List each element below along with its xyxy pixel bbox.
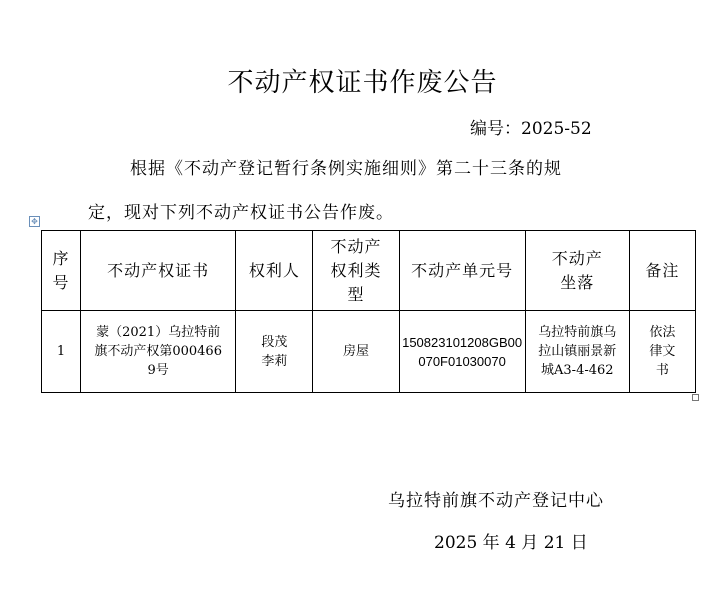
- table-header-row: [42, 231, 696, 311]
- header-location: 不动产坐落: [525, 231, 629, 311]
- header-serial: 序号: [42, 231, 81, 311]
- notice-title: 不动产权证书作废公告: [227, 68, 498, 98]
- header-unit-number: 不动产单元号: [399, 231, 525, 311]
- cell-owner: 段茂李莉: [236, 311, 313, 393]
- header-property-type: 不动产权利类型: [313, 231, 399, 311]
- void-certificate-table: [41, 230, 696, 393]
- header-remark: 备注: [629, 231, 695, 311]
- table-resize-handle[interactable]: [692, 394, 699, 401]
- header-certificate: 不动产权证书: [81, 231, 236, 311]
- cell-remark: 依法律文书: [629, 311, 695, 393]
- issue-date: 2025 年 4 月 21 日: [434, 533, 588, 553]
- table-move-handle-icon[interactable]: ✥: [29, 216, 40, 227]
- cell-serial: 1: [42, 311, 81, 393]
- cell-property-type: 房屋: [313, 311, 399, 393]
- header-owner: 权利人: [236, 231, 313, 311]
- cell-certificate: 蒙（2021）乌拉特前旗不动产权第0004669号: [81, 311, 236, 393]
- notice-body-line-2: 定，现对下列不动产权证书公告作废。: [88, 203, 394, 223]
- cell-unit-number: 150823101208GB00070F01030070: [399, 311, 525, 393]
- table-row: [42, 311, 696, 393]
- document-number: 编号：2025-52: [470, 119, 592, 139]
- cell-location: 乌拉特前旗乌拉山镇丽景新城A3-4-462: [525, 311, 629, 393]
- notice-body-line-1: 根据《不动产登记暂行条例实施细则》第二十三条的规: [130, 159, 562, 179]
- issuing-organization: 乌拉特前旗不动产登记中心: [388, 491, 604, 511]
